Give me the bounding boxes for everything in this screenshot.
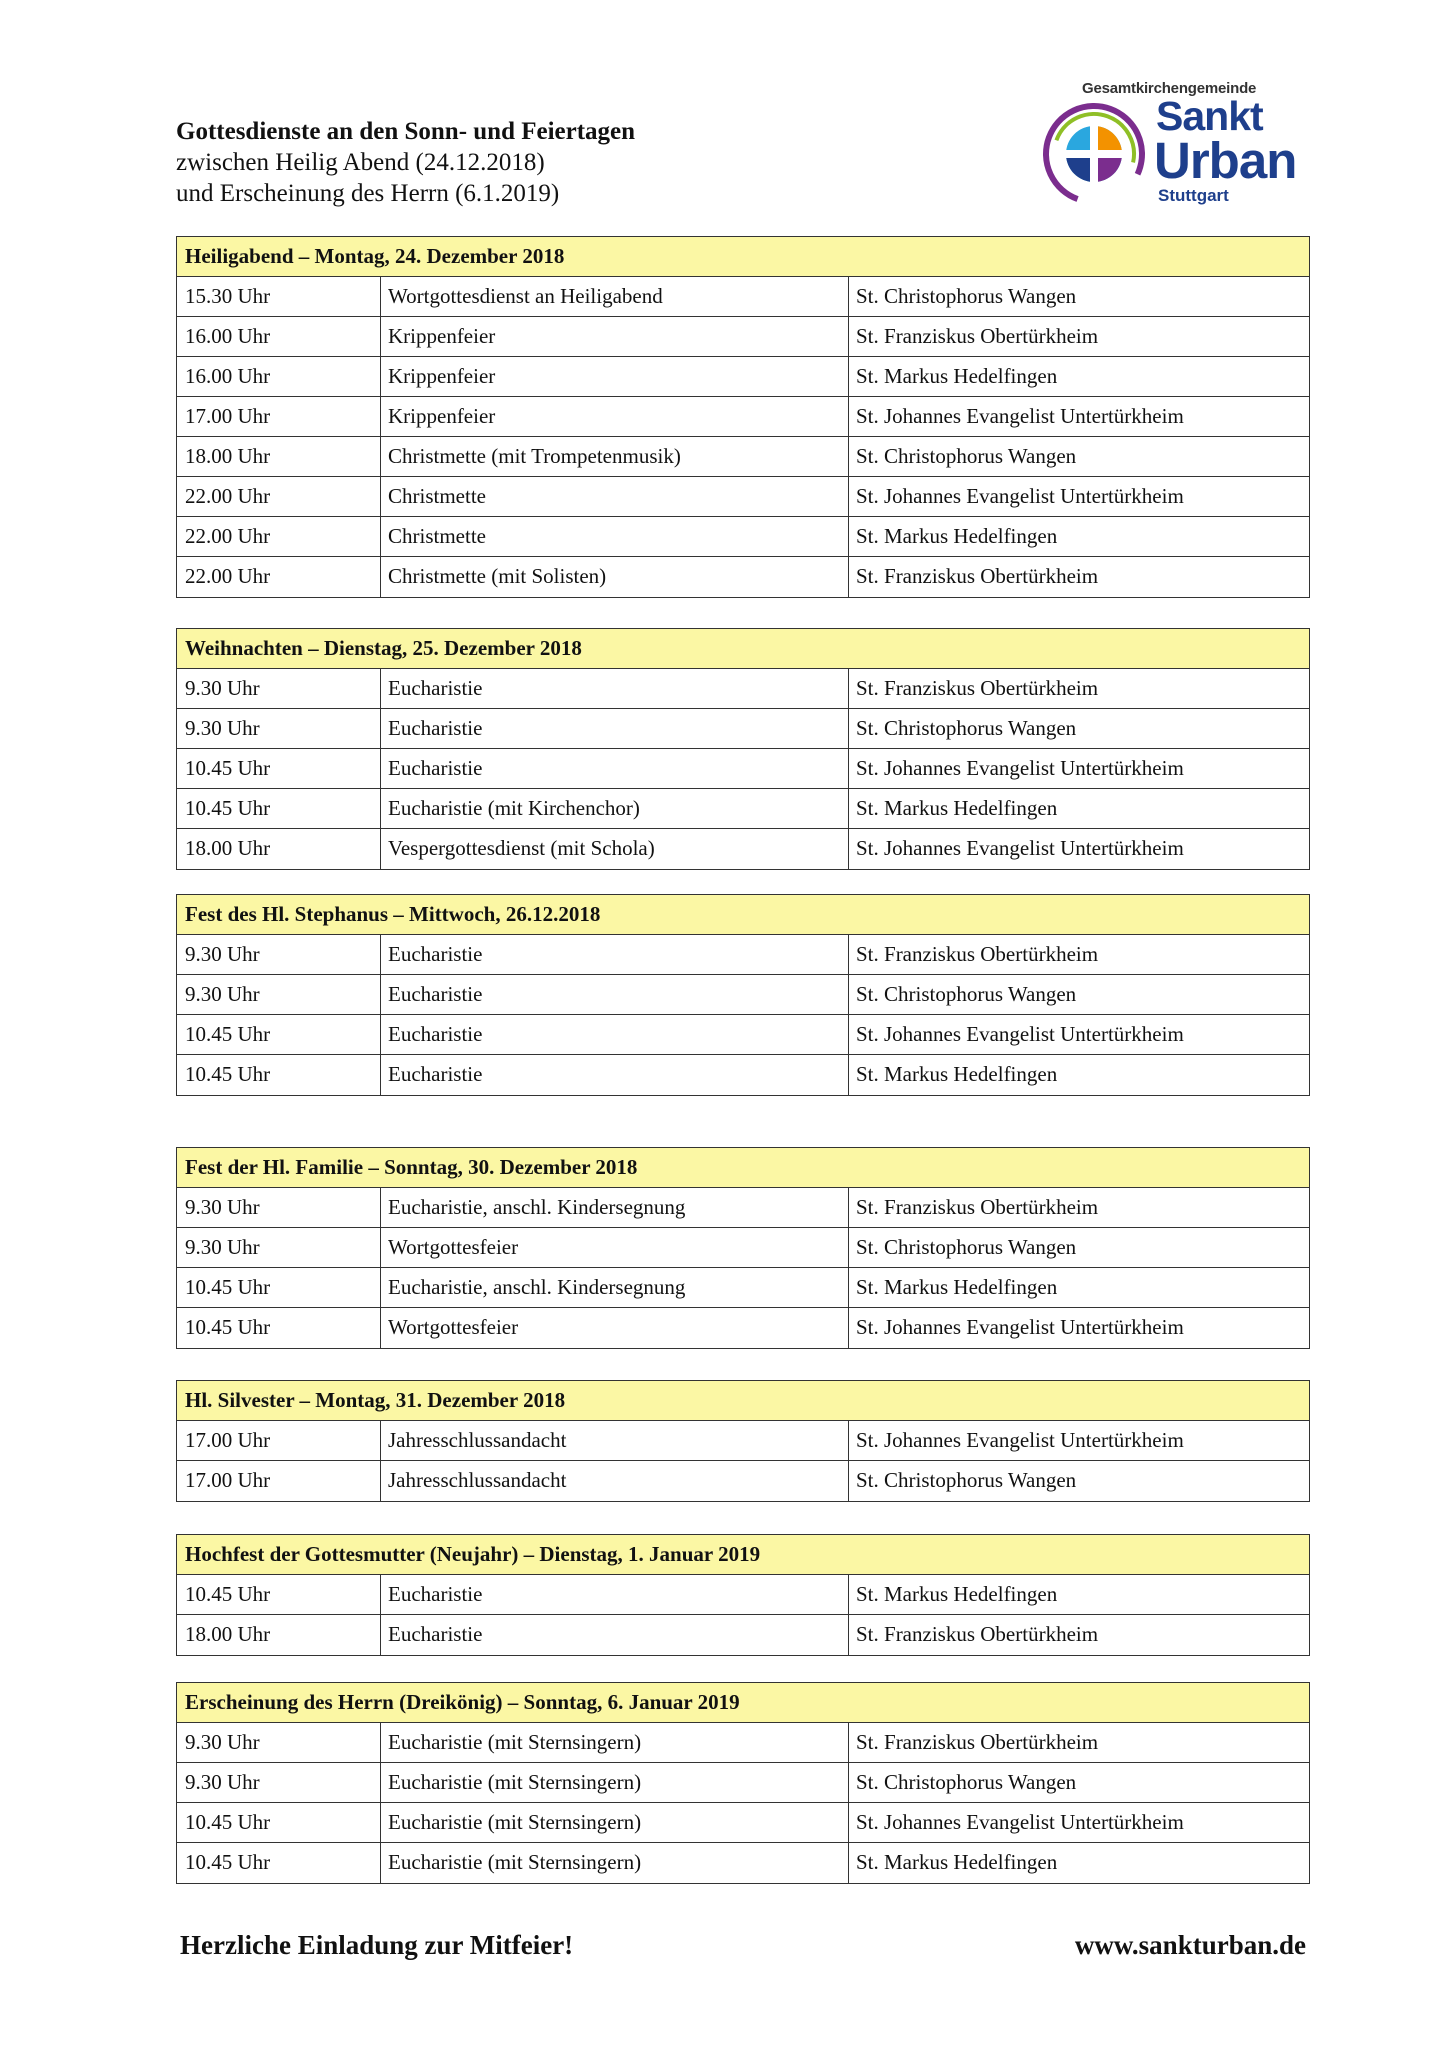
service-location: St. Johannes Evangelist Untertürkheim — [856, 484, 1184, 508]
service-time: 17.00 Uhr — [177, 397, 381, 436]
service-location: St. Franziskus Obertürkheim — [856, 1730, 1099, 1754]
service-time: 15.30 Uhr — [177, 277, 381, 316]
service-type: Eucharistie, anschl. Kindersegnung — [381, 1268, 849, 1307]
service-location: St. Christophorus Wangen — [856, 1468, 1077, 1492]
service-time: 9.30 Uhr — [177, 935, 381, 974]
service-time: 16.00 Uhr — [177, 357, 381, 396]
service-table-heading: Erscheinung des Herrn (Dreikönig) – Sonntag, 6. Januar 2019 — [177, 1683, 1309, 1723]
service-row — [177, 557, 1309, 597]
service-row — [177, 1723, 1309, 1763]
logo-city: Stuttgart — [1158, 186, 1229, 205]
service-time: 22.00 Uhr — [177, 517, 381, 556]
service-time: 22.00 Uhr — [177, 557, 381, 597]
service-row — [177, 1015, 1309, 1055]
service-location: St. Markus Hedelfingen — [856, 524, 1058, 548]
service-type: Eucharistie (mit Sternsingern) — [381, 1803, 849, 1842]
service-time: 9.30 Uhr — [177, 709, 381, 748]
page-title: Gottesdienste an den Sonn- und Feiertagen — [176, 118, 636, 145]
service-row — [177, 1268, 1309, 1308]
service-time: 9.30 Uhr — [177, 1723, 381, 1762]
service-time: 9.30 Uhr — [177, 1188, 381, 1227]
service-time: 9.30 Uhr — [177, 669, 381, 708]
service-location: St. Franziskus Obertürkheim — [856, 564, 1099, 588]
service-table-heading: Fest des Hl. Stephanus – Mittwoch, 26.12.2018 — [177, 895, 1309, 935]
service-type: Eucharistie — [381, 935, 849, 974]
service-location: St. Markus Hedelfingen — [856, 364, 1058, 388]
document-header — [176, 116, 956, 209]
service-row — [177, 477, 1309, 517]
service-location: St. Markus Hedelfingen — [856, 1850, 1058, 1874]
service-time: 16.00 Uhr — [177, 317, 381, 356]
logo-org-name: Gesamtkirchengemeinde — [1082, 80, 1257, 97]
service-type: Krippenfeier — [381, 357, 849, 396]
service-type: Eucharistie — [381, 1015, 849, 1054]
service-row — [177, 517, 1309, 557]
service-type: Eucharistie (mit Kirchenchor) — [381, 789, 849, 828]
service-table — [176, 1147, 1310, 1349]
service-location: St. Christophorus Wangen — [856, 1770, 1077, 1794]
service-row — [177, 1055, 1309, 1095]
service-type: Christmette (mit Trompetenmusik) — [381, 437, 849, 476]
service-type: Eucharistie — [381, 1615, 849, 1655]
date-range-line-1: zwischen Heilig Abend (24.12.2018) — [176, 149, 545, 176]
service-location: St. Christophorus Wangen — [856, 284, 1077, 308]
service-location: St. Johannes Evangelist Untertürkheim — [856, 1022, 1184, 1046]
service-type: Wortgottesfeier — [381, 1228, 849, 1267]
service-table — [176, 1534, 1310, 1656]
service-table — [176, 628, 1310, 870]
service-location: St. Johannes Evangelist Untertürkheim — [856, 836, 1184, 860]
service-location: St. Franziskus Obertürkheim — [856, 676, 1099, 700]
service-type: Christmette (mit Solisten) — [381, 557, 849, 597]
service-type: Vespergottesdienst (mit Schola) — [381, 829, 849, 869]
service-row — [177, 1575, 1309, 1615]
service-time: 10.45 Uhr — [177, 1308, 381, 1348]
invitation-text: Herzliche Einladung zur Mitfeier! — [180, 1930, 574, 1960]
service-table-heading: Heiligabend – Montag, 24. Dezember 2018 — [177, 237, 1309, 277]
service-time: 10.45 Uhr — [177, 1843, 381, 1883]
service-type: Wortgottesdienst an Heiligabend — [381, 277, 849, 316]
service-table — [176, 236, 1310, 598]
service-row — [177, 1843, 1309, 1883]
service-row — [177, 1308, 1309, 1348]
service-location: St. Christophorus Wangen — [856, 982, 1077, 1006]
service-time: 10.45 Uhr — [177, 1803, 381, 1842]
service-type: Eucharistie (mit Sternsingern) — [381, 1723, 849, 1762]
service-row — [177, 317, 1309, 357]
service-location: St. Christophorus Wangen — [856, 716, 1077, 740]
service-table-heading: Fest der Hl. Familie – Sonntag, 30. Dezember 2018 — [177, 1148, 1309, 1188]
service-time: 18.00 Uhr — [177, 829, 381, 869]
service-time: 9.30 Uhr — [177, 1228, 381, 1267]
service-type: Jahresschlussandacht — [381, 1421, 849, 1460]
service-row — [177, 1615, 1309, 1655]
service-time: 22.00 Uhr — [177, 477, 381, 516]
service-type: Eucharistie (mit Sternsingern) — [381, 1843, 849, 1883]
service-location: St. Johannes Evangelist Untertürkheim — [856, 1810, 1184, 1834]
service-table — [176, 1682, 1310, 1884]
service-location: St. Johannes Evangelist Untertürkheim — [856, 756, 1184, 780]
service-type: Eucharistie — [381, 975, 849, 1014]
service-row — [177, 749, 1309, 789]
service-row — [177, 1803, 1309, 1843]
service-time: 10.45 Uhr — [177, 789, 381, 828]
service-location: St. Markus Hedelfingen — [856, 1582, 1058, 1606]
service-row — [177, 1421, 1309, 1461]
service-time: 10.45 Uhr — [177, 1268, 381, 1307]
service-table-heading: Hl. Silvester – Montag, 31. Dezember 2018 — [177, 1381, 1309, 1421]
service-time: 10.45 Uhr — [177, 749, 381, 788]
service-row — [177, 277, 1309, 317]
service-location: St. Markus Hedelfingen — [856, 1062, 1058, 1086]
service-type: Christmette — [381, 517, 849, 556]
service-row — [177, 975, 1309, 1015]
service-time: 18.00 Uhr — [177, 437, 381, 476]
service-row — [177, 437, 1309, 477]
service-table-heading: Weihnachten – Dienstag, 25. Dezember 2018 — [177, 629, 1309, 669]
service-row — [177, 397, 1309, 437]
service-type: Jahresschlussandacht — [381, 1461, 849, 1501]
logo-cross-icon — [1038, 98, 1150, 210]
service-type: Eucharistie (mit Sternsingern) — [381, 1763, 849, 1802]
service-location: St. Markus Hedelfingen — [856, 1275, 1058, 1299]
service-location: St. Christophorus Wangen — [856, 444, 1077, 468]
service-row — [177, 935, 1309, 975]
service-time: 17.00 Uhr — [177, 1461, 381, 1501]
service-location: St. Johannes Evangelist Untertürkheim — [856, 1315, 1184, 1339]
service-row — [177, 1228, 1309, 1268]
service-location: St. Markus Hedelfingen — [856, 796, 1058, 820]
service-time: 17.00 Uhr — [177, 1421, 381, 1460]
service-table — [176, 1380, 1310, 1502]
service-type: Eucharistie — [381, 709, 849, 748]
service-time: 9.30 Uhr — [177, 975, 381, 1014]
service-time: 10.45 Uhr — [177, 1575, 381, 1614]
service-type: Krippenfeier — [381, 397, 849, 436]
service-table — [176, 894, 1310, 1096]
date-range-line-2: und Erscheinung des Herrn (6.1.2019) — [176, 180, 560, 207]
service-row — [177, 669, 1309, 709]
logo-word-urban: Urban — [1154, 132, 1297, 189]
service-location: St. Christophorus Wangen — [856, 1235, 1077, 1259]
service-type: Eucharistie — [381, 669, 849, 708]
service-type: Eucharistie, anschl. Kindersegnung — [381, 1188, 849, 1227]
service-time: 10.45 Uhr — [177, 1015, 381, 1054]
sankt-urban-logo — [1038, 78, 1318, 218]
service-time: 18.00 Uhr — [177, 1615, 381, 1655]
service-row — [177, 1188, 1309, 1228]
service-row — [177, 829, 1309, 869]
service-location: St. Franziskus Obertürkheim — [856, 942, 1099, 966]
service-row — [177, 709, 1309, 749]
service-location: St. Franziskus Obertürkheim — [856, 1622, 1099, 1646]
service-type: Krippenfeier — [381, 317, 849, 356]
service-time: 10.45 Uhr — [177, 1055, 381, 1095]
service-row — [177, 1763, 1309, 1803]
service-location: St. Johannes Evangelist Untertürkheim — [856, 1428, 1184, 1452]
service-type: Christmette — [381, 477, 849, 516]
service-row — [177, 1461, 1309, 1501]
service-row — [177, 357, 1309, 397]
service-type: Eucharistie — [381, 1575, 849, 1614]
service-location: St. Franziskus Obertürkheim — [856, 1195, 1099, 1219]
service-type: Eucharistie — [381, 749, 849, 788]
service-table-heading: Hochfest der Gottesmutter (Neujahr) – Dienstag, 1. Januar 2019 — [177, 1535, 1309, 1575]
service-location: St. Franziskus Obertürkheim — [856, 324, 1099, 348]
service-type: Wortgottesfeier — [381, 1308, 849, 1348]
logo-word-sankt: Sankt — [1156, 93, 1263, 139]
service-time: 9.30 Uhr — [177, 1763, 381, 1802]
service-location: St. Johannes Evangelist Untertürkheim — [856, 404, 1184, 428]
website-link[interactable]: www.sankturban.de — [1074, 1930, 1306, 1960]
service-row — [177, 789, 1309, 829]
service-type: Eucharistie — [381, 1055, 849, 1095]
